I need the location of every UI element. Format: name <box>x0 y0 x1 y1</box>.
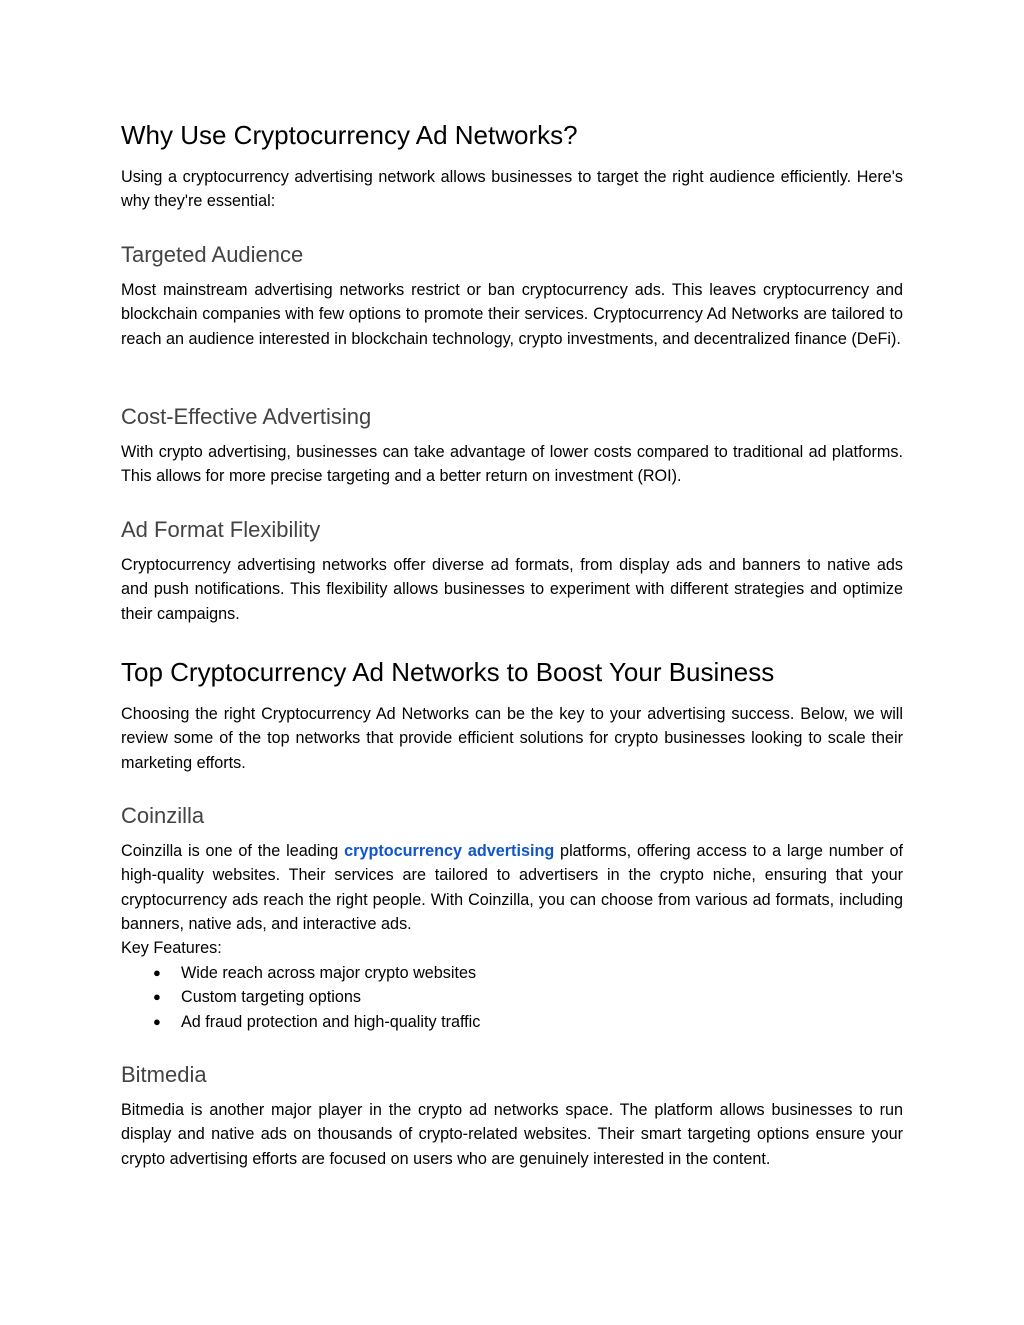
paragraph-why-intro: Using a cryptocurrency advertising network allows businesses to target the right audience efficiently. Here's why they're essential: <box>121 168 903 211</box>
heading-bitmedia: Bitmedia <box>121 1062 207 1087</box>
coinzilla-features-list <box>121 961 903 1034</box>
heading-targeted-audience: Targeted Audience <box>121 242 304 267</box>
list-item <box>121 1010 903 1034</box>
bullet-icon: ● <box>153 989 161 1005</box>
cryptocurrency-advertising-link[interactable]: cryptocurrency advertising <box>344 842 555 860</box>
heading-why-use: Why Use Cryptocurrency Ad Networks? <box>121 120 578 150</box>
list-item <box>121 985 903 1009</box>
paragraph-ad-format: Cryptocurrency advertising networks offer diverse ad formats, from display ads and banners to native ads and push notifications. This flexibility allows businesses to experiment with different strategies and optimize their campaigns. <box>121 556 903 623</box>
paragraph-coinzilla <box>121 839 903 936</box>
heading-top-networks: Top Cryptocurrency Ad Networks to Boost Your Business <box>121 657 775 687</box>
bullet-icon: ● <box>153 1013 161 1029</box>
feature-text: Custom targeting options <box>181 988 361 1007</box>
bullet-icon: ● <box>153 965 161 980</box>
paragraph-bitmedia: Bitmedia is another major player in the crypto ad networks space. The platform allows businesses to run display and native ads on thousands of crypto-related websites. Their smart targeting options ensure your crypto advertising efforts are focused on users who are genuinely interested in the content. <box>121 1101 903 1168</box>
list-item <box>121 961 903 985</box>
paragraph-targeted-audience: Most mainstream advertising networks restrict or ban cryptocurrency ads. This leaves cryptocurrency and blockchain companies with few options to promote their services. Cryptocurrency Ad Networks are tailored to reach an audience interested in blockchain technology, crypto investments, and decentralized finance (DeFi). <box>121 281 903 348</box>
paragraph-top-networks: Choosing the right Cryptocurrency Ad Networks can be the key to your advertising success. Below, we will review some of the top networks that provide efficient solutions for crypto businesses looking to scale their marketing efforts. <box>121 705 903 772</box>
feature-text: Wide reach across major crypto websites <box>181 964 477 982</box>
feature-text: Ad fraud protection and high-quality traffic <box>181 1012 481 1031</box>
coinzilla-text-after-link: platforms, offering access to a large number of high-quality websites. Their services are tailored to advertisers in the crypto niche, ensuring that your cryptocurrency ads reach the right people. With Coinzilla, you can choose from various ad formats, including banners, native ads, and interactive ads. <box>121 842 903 933</box>
paragraph-cost-effective: With crypto advertising, businesses can take advantage of lower costs compared to traditional ad platforms. This allows for more precise targeting and a better return on investment (ROI). <box>121 443 903 486</box>
key-features-label: Key Features: <box>121 939 222 957</box>
heading-ad-format: Ad Format Flexibility <box>121 517 321 542</box>
heading-cost-effective: Cost-Effective Advertising <box>121 404 372 429</box>
heading-coinzilla: Coinzilla <box>121 803 205 828</box>
coinzilla-text-before-link: Coinzilla is one of the leading <box>121 842 345 860</box>
